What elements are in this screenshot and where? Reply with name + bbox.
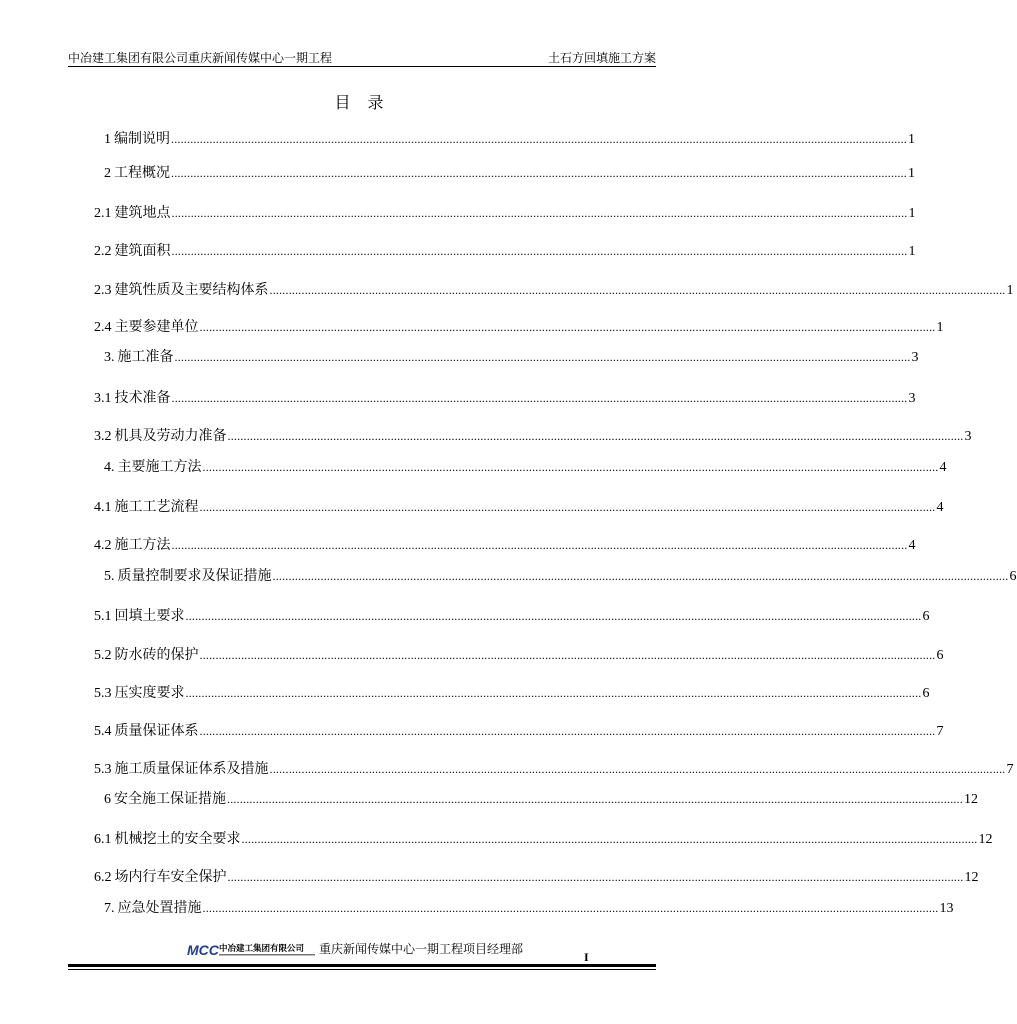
toc-entry[interactable]: 5. 质量控制要求及保证措施 ...................................................................................................................................................................................................................................... 6 [104,568,1017,584]
toc-entry[interactable]: 1 编制说明 ...................................................................................................................................................................................................................................... 1 [104,131,915,147]
logo-company-name: 中冶建工集团有限公司 [219,944,305,954]
toc-entry[interactable]: 7. 应急处置措施 ...................................................................................................................................................................................................................................... 13 [104,900,954,916]
toc-entry[interactable]: 2.2 建筑面积 ...................................................................................................................................................................................................................................... 1 [94,243,916,259]
toc-entry[interactable]: 4.2 施工方法 ...................................................................................................................................................................................................................................... 4 [94,537,916,553]
toc-entry[interactable]: 2 工程概况 ...................................................................................................................................................................................................................................... 1 [104,165,915,181]
page-title: 目 录 [334,93,390,112]
logo-mark: MCC [187,942,219,958]
toc-entry[interactable]: 2.1 建筑地点 ...................................................................................................................................................................................................................................... 1 [94,205,916,221]
toc-entry[interactable]: 5.4 质量保证体系 ...................................................................................................................................................................................................................................... 7 [94,723,944,739]
toc-entry[interactable]: 3.2 机具及劳动力准备 ...................................................................................................................................................................................................................................... 3 [94,428,972,444]
toc-entry[interactable]: 5.2 防水砖的保护 ...................................................................................................................................................................................................................................... 6 [94,647,944,663]
toc-entry[interactable]: 6 安全施工保证措施 ...................................................................................................................................................................................................................................... 12 [104,791,978,807]
company-logo [187,940,317,960]
footer-page-number: I [584,950,589,964]
header-doc-title: 土石方回填施工方案 [547,51,656,65]
footer-project-dept: 重庆新闻传媒中心一期工程项目经理部 [319,942,524,956]
footer-rule-thick [68,964,656,967]
toc-entry[interactable]: 4.1 施工工艺流程 ...................................................................................................................................................................................................................................... 4 [94,499,944,515]
toc-entry[interactable]: 5.3 压实度要求 ...................................................................................................................................................................................................................................... 6 [94,685,930,701]
toc-entry[interactable]: 2.3 建筑性质及主要结构体系 ...................................................................................................................................................................................................................................... 1 [94,282,1014,298]
toc-entry[interactable]: 5.1 回填土要求 ...................................................................................................................................................................................................................................... 6 [94,608,930,624]
toc-entry[interactable]: 3. 施工准备 ...................................................................................................................................................................................................................................... 3 [104,349,919,365]
header-project-name: 中冶建工集团有限公司重庆新闻传媒中心一期工程 [68,51,333,65]
toc-entry[interactable]: 3.1 技术准备 ...................................................................................................................................................................................................................................... 3 [94,390,916,406]
page-header [68,50,656,66]
toc-entry[interactable]: 6.1 机械挖土的安全要求 ...................................................................................................................................................................................................................................... 12 [94,831,993,847]
header-rule [68,66,656,67]
footer-rule-thin [68,969,656,970]
toc-entry[interactable]: 2.4 主要参建单位 ...................................................................................................................................................................................................................................... 1 [94,319,944,335]
toc-entry[interactable]: 4. 主要施工方法 ...................................................................................................................................................................................................................................... 4 [104,459,947,475]
toc-entry[interactable]: 6.2 场内行车安全保护 ...................................................................................................................................................................................................................................... 12 [94,869,979,885]
toc-entry[interactable]: 5.3 施工质量保证体系及措施 ...................................................................................................................................................................................................................................... 7 [94,761,1014,777]
